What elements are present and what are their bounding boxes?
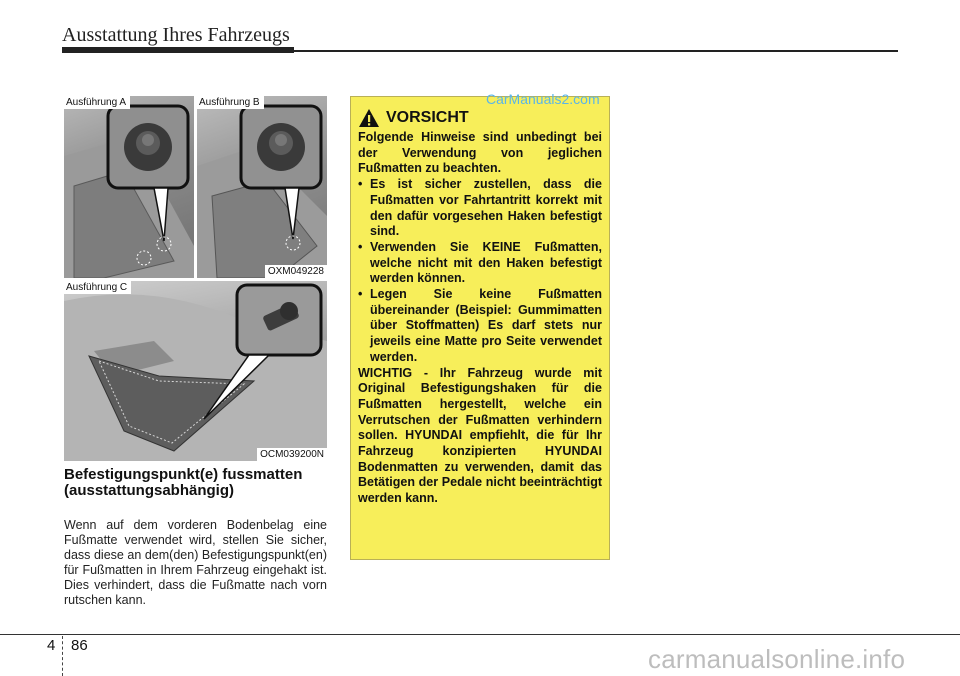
section-body: Wenn auf dem vorderen Bodenbelag eine Fußmatte verwendet wird, stellen Sie sicher, dass diese an dem(den) Befestigungspunkt(en) für Fußmatten in Ihrem Fahrzeug eingehakt ist. Dies verhindert, dass die Fußmatte nach vorn rutschen kann. (64, 518, 327, 607)
chapter-number: 4 (47, 637, 56, 654)
figure-c-code: OCM039200N (257, 448, 327, 461)
figure-b-drawing (197, 96, 327, 278)
caution-intro: Folgende Hinweise sind unbedingt bei der Verwendung von jeglichen Fußmatten zu beachten. (358, 130, 602, 176)
running-header: Ausstattung Ihres Fahrzeugs (62, 24, 290, 46)
figure-version-c (64, 281, 327, 461)
warning-triangle-icon (358, 108, 380, 128)
watermark-top: CarManuals2.com (486, 91, 600, 107)
caution-item: • Verwenden Sie KEINE Fußmatten, welche nicht mit den Haken befestigt werden können. (358, 240, 602, 287)
caution-body (358, 130, 602, 507)
figure-c-drawing (64, 281, 327, 461)
page-number: 86 (71, 637, 88, 654)
figure-version-a (64, 96, 194, 278)
header-rule-accent (62, 47, 294, 53)
caution-item: • Legen Sie keine Fußmatten übereinander (Beispiel: Gummimatten über Stoffmatten) Es darf stets nur jeweils eine Matte pro Seite verwendet werden. (358, 287, 602, 366)
section-title: Befestigungspunkt(e) fussmatten (ausstattungsabhängig) (64, 466, 303, 499)
figure-ab-code: OXM049228 (265, 265, 327, 278)
caution-list (358, 177, 602, 365)
caution-item: • Es ist sicher zustellen, dass die Fußmatten vor Fahrtantritt korrekt mit den dafür vorgesehen Haken befestigt sind. (358, 177, 602, 240)
figure-b-label: Ausführung B (197, 96, 264, 109)
caution-header (358, 107, 469, 129)
figure-version-b (197, 96, 327, 278)
figure-c-label: Ausführung C (64, 281, 131, 294)
figure-a-drawing (64, 96, 194, 278)
footer-rule (0, 634, 960, 635)
figure-a-label: Ausführung A (64, 96, 130, 109)
caution-title: VORSICHT (386, 109, 469, 126)
caution-box (350, 96, 610, 560)
footer-separator (62, 636, 63, 676)
watermark-bottom: carmanualsonline.info (648, 644, 906, 674)
caution-note: WICHTIG - Ihr Fahrzeug wurde mit Original Befestigungshaken für die Fußmatten hergestellt, welche ein Verrutschen der Fußmatten verhindern sollen. HYUNDAI empfiehlt, die für Ihr Fahrzeug konzipierten HYUNDAI Bodenmatten zu verwenden, damit das Betätigen der Pedale nicht beeinträchtigt werden kann. (358, 365, 602, 506)
